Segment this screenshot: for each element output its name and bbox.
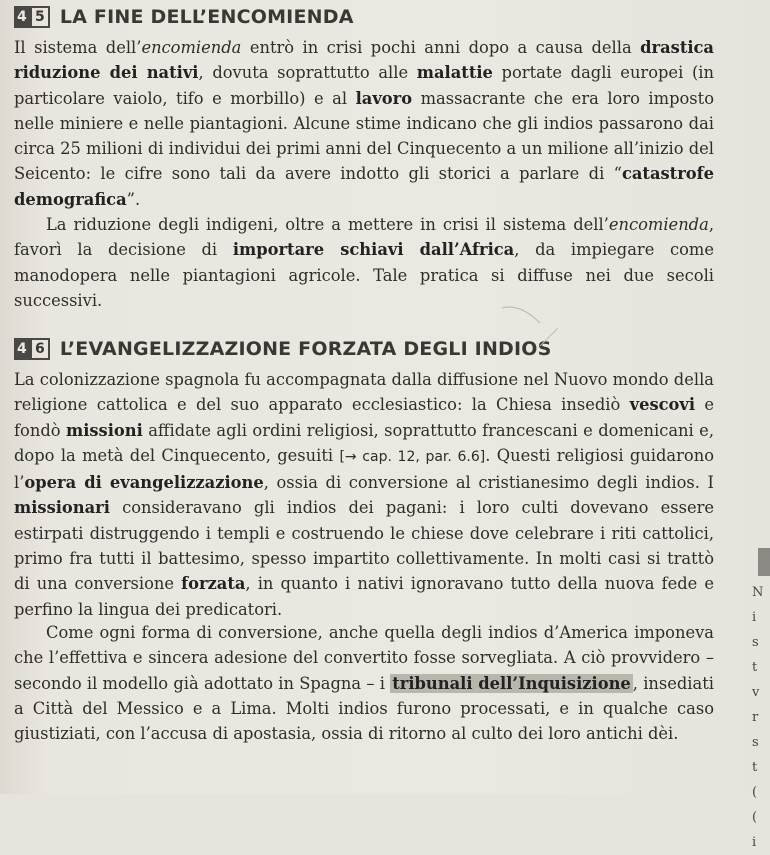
edge-glyph: ( [752, 810, 758, 825]
adjacent-page-tab [758, 548, 770, 576]
italic-term: encomienda [608, 215, 709, 234]
section-6-heading [14, 332, 552, 366]
section-5-paragraph-1 [14, 35, 714, 212]
text-run: affidate agli ordini religiosi, soprattutto francescani e domenicani e, dopo la metà del Cinquecento, gesuiti [14, 420, 714, 465]
edge-glyph: r [752, 710, 759, 725]
text-run: , dovuta soprattutto alle [198, 63, 417, 83]
edge-glyph: s [752, 735, 759, 750]
adjacent-page-fragment [752, 580, 770, 855]
edge-glyph: N [752, 585, 764, 600]
text-run: massacrante che era loro imposto nelle miniere e nelle piantagioni. Alcune stime indicano che gli indios passarono dai circa 25 milioni di individui dei primi anni del Cinquecento a un milione all’inizio del Seicento: le cifre sono tali da avere indotto gli storici a parlare di “ [14, 88, 714, 184]
section-6-paragraph-1 [14, 367, 714, 622]
italic-term: encomienda [141, 38, 242, 57]
text-run: . Questi religiosi guidarono l’ [14, 445, 715, 493]
text-run: e fondò [14, 395, 714, 440]
bold-term: opera di evangelizzazione [24, 473, 264, 493]
section-title: L’EVANGELIZZAZIONE FORZATA DEGLI INDIOS [59, 338, 552, 360]
text-run: , insediati a Città del Messico e a Lima. Molti indios furono processati, e in qualche caso giustiziati, con l’accusa di apostasia, ossia di ritorno al culto dei loro antichi dèi. [14, 673, 714, 744]
bold-term: malattie [416, 63, 493, 83]
edge-glyph: ( [752, 785, 758, 800]
text-run: , ossia di conversione al cristianesimo degli indios. I [263, 473, 714, 493]
bold-term: forzata [181, 574, 246, 594]
bold-term: catastrofe demografica [14, 164, 714, 209]
text-run: consideravano gli indios dei pagani: i loro culti dovevano essere estirpati distruggendo i templi e costruendo le chiese dove celebrare i riti cattolici, primo fra tutti il battesimo, spesso impartito collettivamente. In molti casi si trattò di una conversione [14, 498, 714, 594]
text-run: , da impiegare come manodopera nelle piantagioni agricole. Tale pratica si diffuse nei due secoli successivi. [14, 240, 714, 310]
edge-glyph: i [752, 610, 757, 625]
section-6-paragraph-2 [14, 620, 714, 746]
section-title: LA FINE DELL’ENCOMIENDA [59, 6, 354, 28]
text-run: Come ogni forma di conversione, anche quella degli indios d’America imponeva che l’effettiva e sincera adesione del convertito fosse sorvegliata. A ciò provvidero – secondo il modello già adottato in Spagna – i [14, 623, 714, 693]
text-run: portate dagli europei (in particolare vaiolo, tifo e morbillo) e al [14, 63, 714, 108]
edge-glyph: t [752, 660, 758, 675]
bold-term: lavoro [355, 88, 413, 108]
text-run: Il sistema dell’ [14, 38, 142, 57]
text-run: ”. [126, 189, 141, 209]
text-run: entrò in crisi pochi anni dopo a causa della [241, 38, 641, 57]
edge-glyph: i [752, 835, 757, 850]
text-run: , favorì la decisione di [14, 215, 714, 260]
edge-glyph: t [752, 760, 758, 775]
bold-term: drastica riduzione dei nativi [14, 38, 714, 83]
section-5-paragraph-2 [14, 212, 714, 313]
chapter-badge: 4 [14, 6, 30, 28]
section-5-badge [14, 6, 50, 28]
section-6-badge [14, 338, 50, 360]
bold-term: missioni [65, 420, 143, 440]
bold-term: missionari [14, 498, 110, 518]
section-number-badge: 6 [30, 338, 50, 360]
highlighted-term: tribunali dell’Inquisizione [392, 673, 631, 693]
chapter-badge: 4 [14, 338, 30, 360]
text-run: La colonizzazione spagnola fu accompagnata dalla diffusione nel Nuovo mondo della religione cattolica e del suo apparato ecclesiastico: la Chiesa insediò [14, 370, 714, 415]
text-run: , in quanto i nativi ignoravano tutto della nuova fede e perfino la lingua dei predicatori. [14, 574, 714, 619]
bold-term: vescovi [629, 395, 696, 415]
section-5-heading [14, 0, 354, 34]
pencil-mark-icon [500, 298, 560, 348]
text-run: La riduzione degli indigeni, oltre a mettere in crisi il sistema dell’ [46, 215, 609, 234]
edge-glyph: s [752, 635, 759, 650]
bold-term: importare schiavi dall’Africa [232, 240, 515, 260]
edge-glyph: v [752, 685, 760, 700]
cross-reference: [→ cap. 12, par. 6.6] [339, 448, 486, 465]
section-number-badge: 5 [30, 6, 50, 28]
